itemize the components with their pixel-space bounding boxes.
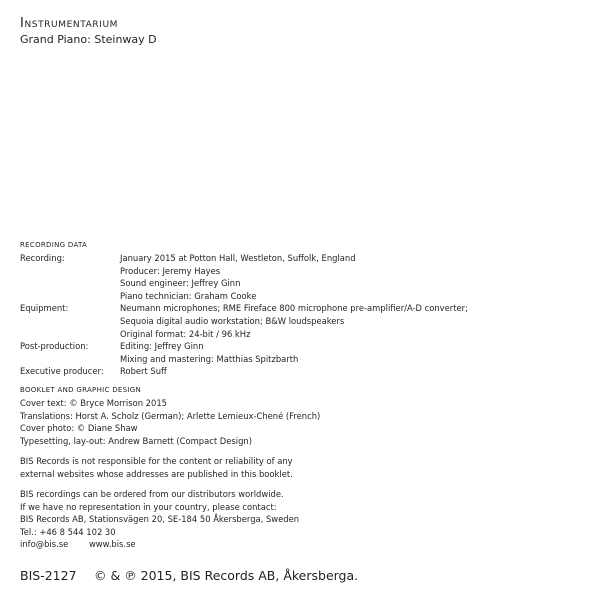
disclaimer-section: [20, 455, 590, 480]
copyright-line: © & ℗ 2015, BIS Records AB, Åkersberga.: [93, 568, 359, 583]
ordering-line: If we have no representation in your country, please contact:: [20, 501, 277, 512]
recording-data-value: Original format: 24-bit / 96 kHz: [120, 328, 251, 339]
footer: [20, 568, 358, 584]
booklet-heading: BOOKLET AND GRAPHIC DESIGN: [20, 386, 141, 394]
booklet-line: Cover photo: © Diane Shaw: [20, 423, 138, 434]
recording-data-value: Piano technician: Graham Cooke: [120, 290, 257, 301]
email-link[interactable]: info@bis.se: [20, 539, 69, 550]
recording-data-row: [20, 302, 590, 340]
recording-data-row: [20, 340, 590, 365]
catalog-number: BIS-2127: [20, 568, 77, 583]
recording-data-values: [120, 340, 590, 365]
section-title: Instrumentarium: [20, 16, 119, 31]
booklet-line: Typesetting, lay-out: Andrew Barnett (Compact Design): [20, 435, 252, 446]
recording-data-values: [120, 252, 590, 302]
instrument-line: Grand Piano: Steinway D: [20, 33, 157, 46]
recording-data-label: Recording:: [20, 253, 65, 263]
recording-data-heading: RECORDING DATA: [20, 241, 88, 249]
recording-data-label: Equipment:: [20, 303, 69, 314]
recording-data-row: [20, 365, 590, 378]
recording-data-value: Sound engineer: Jeffrey Ginn: [120, 278, 241, 289]
recording-data-value: January 2015 at Potton Hall, Westleton, Suffolk, England: [120, 253, 356, 263]
disclaimer-line: BIS Records is not responsible for the content or reliability of any: [20, 456, 293, 466]
booklet-line: Cover text: © Bryce Morrison 2015: [20, 398, 167, 408]
recording-data-value: Robert Suff: [120, 366, 167, 377]
website-link[interactable]: www.bis.se: [88, 539, 136, 550]
recording-data-value: Sequoia digital audio workstation; B&W loudspeakers: [120, 315, 345, 326]
recording-data-rows: [20, 252, 590, 378]
recording-data-value: Editing: Jeffrey Ginn: [120, 341, 204, 352]
booklet-section: [20, 385, 590, 447]
ordering-line: BIS recordings can be ordered from our distributors worldwide.: [20, 489, 284, 499]
ordering-line: Tel.: +46 8 544 102 30: [20, 526, 116, 537]
recording-data-values: [120, 365, 590, 378]
recording-data-section: [20, 240, 590, 378]
disclaimer-line: external websites whose addresses are published in this booklet.: [20, 468, 293, 479]
recording-data-values: [120, 302, 590, 340]
header: [20, 16, 157, 47]
ordering-section: [20, 488, 590, 551]
recording-data-value: Producer: Jeremy Hayes: [120, 265, 221, 276]
recording-data-value: Neumann microphones; RME Fireface 800 microphone pre-amplifier/A-D converter;: [120, 303, 468, 314]
recording-data-label: Executive producer:: [20, 366, 104, 377]
recording-data-label: Post-production:: [20, 341, 89, 352]
ordering-line: BIS Records AB, Stationsvägen 20, SE-184 50 Åkersberga, Sweden: [20, 514, 300, 525]
booklet-line: Translations: Horst A. Scholz (German); Arlette Lemieux-Chené (French): [20, 410, 321, 421]
recording-data-value: Mixing and mastering: Matthias Spitzbarth: [120, 353, 299, 364]
recording-data-row: [20, 252, 590, 302]
contact-web-line: [20, 538, 590, 551]
